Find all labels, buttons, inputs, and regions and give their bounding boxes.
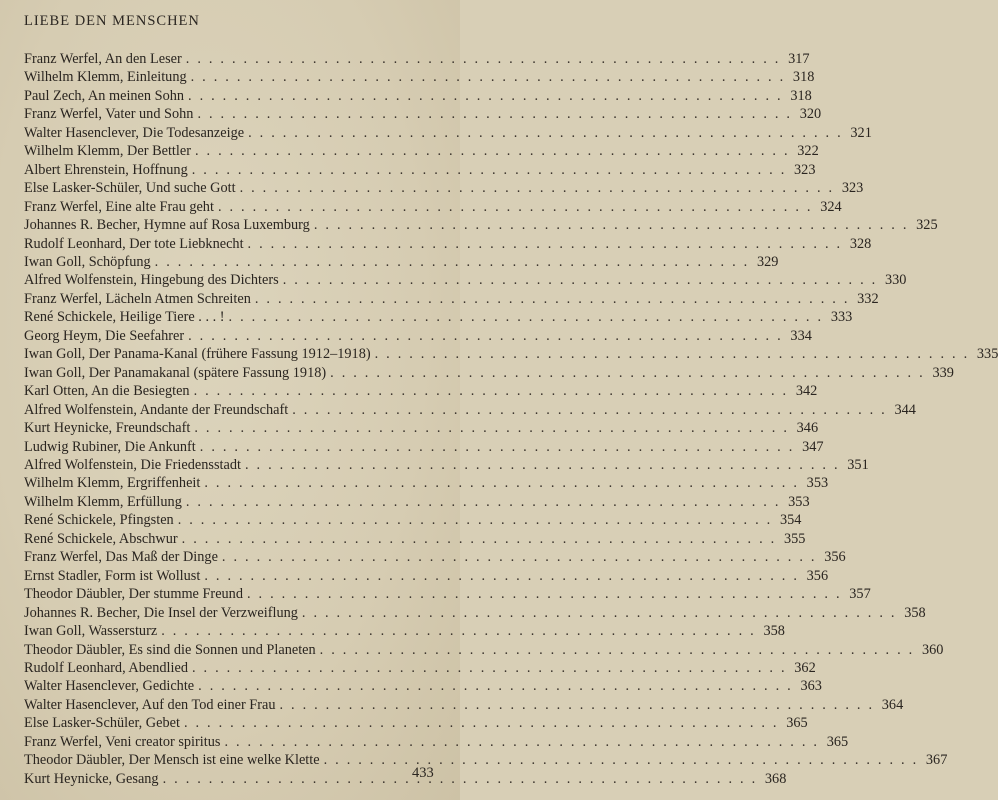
- toc-entry-title: Franz Werfel, Veni creator spiritus: [24, 733, 221, 750]
- dot-leader: [194, 419, 789, 437]
- toc-entry-title: Iwan Goll, Der Panamakanal (spätere Fassung 1918): [24, 364, 327, 381]
- toc-entry-page: 355: [783, 530, 806, 547]
- dot-leader: [198, 677, 793, 695]
- dot-leader: [188, 87, 783, 105]
- toc-entry-page: 332: [857, 290, 879, 307]
- toc-entry-title: Georg Heym, Die Seefahrer: [24, 327, 185, 344]
- toc-entry-page: 318: [790, 87, 812, 104]
- toc-entry-page: 333: [830, 309, 853, 326]
- dot-leader: [245, 456, 840, 474]
- toc-entry: [24, 253, 779, 271]
- toc-entry-page: 364: [881, 696, 904, 713]
- toc-entry: [24, 622, 785, 640]
- dot-leader: [247, 585, 842, 603]
- dot-leader: [375, 345, 970, 363]
- toc-entry-title: Walter Hasenclever, Die Todesanzeige: [24, 124, 245, 141]
- dot-leader: [224, 733, 819, 751]
- toc-entry-title: Theodor Däubler, Es sind die Sonnen und Planeten: [24, 641, 316, 658]
- dot-leader: [302, 604, 897, 622]
- toc-entry-title: Theodor Däubler, Der Mensch ist eine welke Klette: [24, 752, 320, 769]
- toc-entry: [24, 198, 842, 216]
- dot-leader: [195, 142, 790, 160]
- toc-entry-title: Theodor Däubler, Der stumme Freund: [24, 586, 243, 603]
- toc-entry-page: 360: [921, 641, 944, 658]
- toc-entry-title: Wilhelm Klemm, Der Bettler: [24, 143, 191, 160]
- toc-entry-page: 368: [764, 770, 787, 787]
- toc-entry-page: 358: [763, 623, 785, 640]
- dot-leader: [178, 511, 773, 529]
- toc-entry-title: Kurt Heynicke, Gesang: [24, 770, 159, 787]
- toc-entry: [24, 179, 864, 197]
- toc-entry-title: Iwan Goll, Der Panama-Kanal (frühere Fassung 1912–1918): [24, 346, 371, 363]
- dot-leader: [182, 530, 777, 548]
- toc-entry-title: Franz Werfel, Eine alte Frau geht: [24, 198, 214, 215]
- toc-entry-page: 335: [976, 346, 998, 363]
- toc-entry-page: 323: [794, 161, 816, 178]
- dot-leader: [248, 124, 843, 142]
- toc-entry-page: 367: [925, 752, 948, 769]
- toc-entry-title: Wilhelm Klemm, Ergriffenheit: [24, 475, 201, 492]
- dot-leader: [204, 474, 799, 492]
- toc-entry-title: Alfred Wolfenstein, Die Friedensstadt: [24, 456, 241, 473]
- toc-entry: [24, 493, 810, 511]
- dot-leader: [161, 622, 756, 640]
- dot-leader: [314, 216, 909, 234]
- toc-entry-title: René Schickele, Pfingsten: [24, 512, 174, 529]
- toc-entry-page: 317: [788, 51, 810, 67]
- toc-entry-title: Franz Werfel, An den Leser: [24, 51, 182, 67]
- toc-entry: [24, 235, 872, 253]
- dot-leader: [184, 714, 779, 732]
- toc-entry-page: 357: [849, 586, 871, 603]
- dot-leader: [229, 308, 824, 326]
- toc-entry-title: René Schickele, Heilige Tiere . . . !: [24, 309, 225, 326]
- toc-entry-title: Franz Werfel, Vater und Sohn: [24, 106, 194, 123]
- toc-entry-page: 347: [802, 438, 824, 455]
- toc-entry-title: Rudolf Leonhard, Der tote Liebknecht: [24, 235, 244, 252]
- section-heading: LIEBE DEN MENSCHEN: [24, 13, 200, 29]
- toc-entry: [24, 438, 824, 456]
- toc-entry: [24, 290, 879, 308]
- dot-leader: [222, 548, 817, 566]
- toc-entry-page: 358: [904, 604, 926, 621]
- toc-entry: [24, 382, 818, 400]
- toc-entry: [24, 419, 819, 437]
- table-of-contents: [24, 50, 998, 788]
- toc-entry: [24, 474, 829, 492]
- toc-entry-page: 324: [820, 198, 842, 215]
- toc-entry: [24, 604, 926, 622]
- dot-leader: [292, 401, 887, 419]
- toc-entry: [24, 677, 822, 695]
- toc-entry: [24, 751, 948, 769]
- toc-entry-title: René Schickele, Abschwur: [24, 530, 178, 547]
- dot-leader: [194, 382, 789, 400]
- toc-entry: [24, 68, 815, 86]
- toc-entry: [24, 585, 871, 603]
- toc-entry: [24, 530, 806, 548]
- dot-leader: [192, 161, 787, 179]
- toc-entry-title: Karl Otten, An die Besiegten: [24, 383, 190, 400]
- toc-entry-page: 322: [797, 143, 819, 160]
- toc-entry-title: Wilhelm Klemm, Einleitung: [24, 69, 187, 86]
- toc-entry-page: 334: [790, 327, 812, 344]
- toc-entry: [24, 161, 816, 179]
- toc-entry-title: Wilhelm Klemm, Erfüllung: [24, 493, 182, 510]
- toc-entry-title: Iwan Goll, Wassersturz: [24, 623, 158, 640]
- toc-entry-title: Albert Ehrenstein, Hoffnung: [24, 161, 188, 178]
- toc-entry: [24, 641, 944, 659]
- toc-entry-page: 362: [794, 659, 816, 676]
- toc-entry: [24, 456, 869, 474]
- toc-entry: [24, 733, 849, 751]
- toc-entry-page: 320: [799, 106, 822, 123]
- dot-leader: [218, 198, 813, 216]
- page-number: 433: [412, 765, 434, 781]
- toc-entry-title: Franz Werfel, Das Maß der Dinge: [24, 549, 218, 566]
- toc-entry-title: Else Lasker-Schüler, Und suche Gott: [24, 180, 236, 197]
- toc-entry-title: Else Lasker-Schüler, Gebet: [24, 715, 180, 732]
- dot-leader: [192, 659, 787, 677]
- dot-leader: [240, 179, 835, 197]
- toc-entry-title: Paul Zech, An meinen Sohn: [24, 87, 185, 104]
- toc-entry-page: 330: [884, 272, 907, 289]
- toc-entry: [24, 105, 822, 123]
- dot-leader: [186, 50, 781, 68]
- toc-entry-page: 356: [824, 549, 846, 566]
- toc-entry-page: 344: [894, 401, 916, 418]
- toc-entry-title: Johannes R. Becher, Hymne auf Rosa Luxemburg: [24, 217, 310, 234]
- toc-entry-page: 365: [826, 733, 849, 750]
- toc-entry-page: 354: [779, 512, 802, 529]
- toc-entry-page: 321: [850, 124, 872, 141]
- dot-leader: [279, 696, 874, 714]
- toc-entry-title: Johannes R. Becher, Die Insel der Verzweiflung: [24, 604, 298, 621]
- toc-entry-page: 346: [796, 420, 819, 437]
- toc-entry: [24, 216, 938, 234]
- toc-entry-title: Walter Hasenclever, Auf den Tod einer Frau: [24, 696, 276, 713]
- toc-entry-page: 353: [806, 475, 829, 492]
- toc-entry: [24, 659, 816, 677]
- toc-entry: [24, 124, 872, 142]
- dot-leader: [155, 253, 750, 271]
- toc-entry-page: 318: [792, 69, 815, 86]
- toc-entry: [24, 142, 819, 160]
- toc-entry: [24, 401, 916, 419]
- toc-entry: [24, 714, 808, 732]
- toc-entry-title: Kurt Heynicke, Freundschaft: [24, 420, 191, 437]
- toc-entry-page: 351: [847, 456, 869, 473]
- toc-entry: [24, 87, 812, 105]
- dot-leader: [255, 290, 850, 308]
- toc-entry-page: 365: [786, 715, 808, 732]
- dot-leader: [163, 770, 758, 788]
- toc-entry-page: 356: [806, 567, 829, 584]
- dot-leader: [188, 327, 783, 345]
- toc-entry-page: 353: [788, 493, 810, 510]
- dot-leader: [330, 364, 925, 382]
- toc-entry: [24, 50, 810, 68]
- toc-entry-title: Ludwig Rubiner, Die Ankunft: [24, 438, 196, 455]
- toc-entry-title: Walter Hasenclever, Gedichte: [24, 678, 195, 695]
- toc-entry-title: Alfred Wolfenstein, Andante der Freundschaft: [24, 401, 289, 418]
- dot-leader: [248, 235, 843, 253]
- toc-entry-page: 329: [756, 253, 779, 270]
- toc-entry-page: 339: [932, 364, 954, 381]
- dot-leader: [204, 567, 799, 585]
- dot-leader: [283, 271, 878, 289]
- dot-leader: [200, 438, 795, 456]
- dot-leader: [191, 68, 786, 86]
- toc-entry-title: Iwan Goll, Schöpfung: [24, 253, 151, 270]
- toc-entry-title: Franz Werfel, Lächeln Atmen Schreiten: [24, 290, 251, 307]
- toc-entry: [24, 308, 853, 326]
- toc-entry-title: Alfred Wolfenstein, Hingebung des Dichters: [24, 272, 279, 289]
- toc-entry: [24, 548, 846, 566]
- toc-entry-page: 323: [841, 180, 864, 197]
- toc-entry-title: Rudolf Leonhard, Abendlied: [24, 659, 188, 676]
- toc-entry: [24, 345, 998, 363]
- toc-entry: [24, 696, 904, 714]
- toc-entry: [24, 770, 787, 788]
- toc-entry-title: Ernst Stadler, Form ist Wollust: [24, 567, 201, 584]
- toc-entry: [24, 327, 812, 345]
- toc-entry-page: 342: [795, 383, 818, 400]
- toc-entry-page: 363: [800, 678, 822, 695]
- toc-entry: [24, 511, 802, 529]
- toc-entry: [24, 364, 954, 382]
- dot-leader: [186, 493, 781, 511]
- toc-entry: [24, 567, 829, 585]
- dot-leader: [197, 105, 792, 123]
- toc-entry-page: 328: [849, 235, 872, 252]
- toc-entry: [24, 271, 907, 289]
- toc-entry-page: 325: [916, 217, 938, 234]
- dot-leader: [320, 641, 915, 659]
